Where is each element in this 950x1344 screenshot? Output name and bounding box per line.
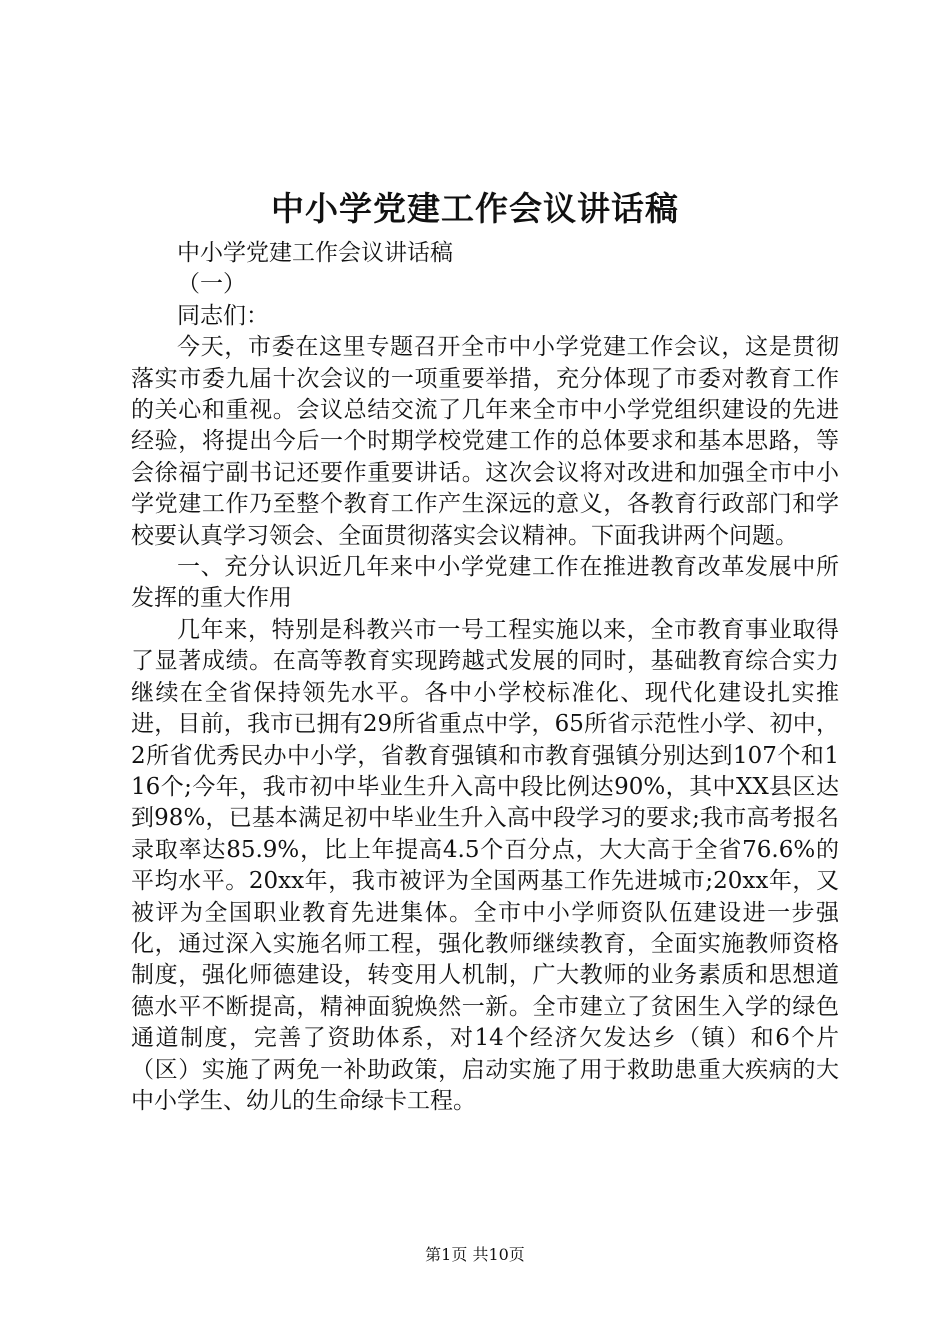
paragraph-intro: 今天，市委在这里专题召开全市中小学党建工作会议，这是贯彻落实市委九届十次会议的一项重要举措，充分体现了市委对教育工作的关心和重视。会议总结交流了几年来全市中小学党组织建设的先进经验，将提出今后一个时期学校党建工作的总体要求和基本思路，等会徐福宁副书记还要作重要讲话。这次会议将对改进和加强全市中小学党建工作乃至整个教育工作产生深远的意义，各教育行政部门和学校要认真学习领会、全面贯彻落实会议精神。下面我讲两个问题。 [131, 334, 839, 549]
section-number: （一） [177, 271, 246, 298]
salutation: 同志们： [177, 302, 269, 329]
document-subtitle: 中小学党建工作会议讲话稿 [177, 240, 453, 266]
section-heading: 一、充分认识近几年来中小学党建工作在推进教育改革发展中所发挥的重大作用 [131, 554, 839, 612]
document-body [131, 238, 839, 1117]
page-footer: 第1页 共10页 [425, 1245, 525, 1264]
paragraph-achievements: 几年来，特别是科教兴市一号工程实施以来，全市教育事业取得了显著成绩。在高等教育实现跨越式发展的同时，基础教育综合实力继续在全省保持领先水平。各中小学校标准化、现代化建设扎实推进，目前，我市已拥有29所省重点中学，65所省示范性小学、初中，2所省优秀民办中小学，省教育强镇和市教育强镇分别达到107个和116个;今年，我市初中毕业生升入高中段比例达90%，其中XX县区达到98%，已基本满足初中毕业生升入高中段学习的要求;我市高考报名录取率达85.9%，比上年提高4.5个百分点，大大高于全省76.6%的平均水平。20xx年，我市被评为全国两基工作先进城市;20xx年，又被评为全国职业教育先进集体。全市中小学师资队伍建设进一步强化，通过深入实施名师工程，强化教师继续教育，全面实施教师资格制度，强化师德建设，转变用人机制，广大教师的业务素质和思想道德水平不断提高，精神面貌焕然一新。全市建立了贫困生入学的绿色通道制度，完善了资助体系，对14个经济欠发达乡（镇）和6个片（区）实施了两免一补助政策，启动实施了用于救助患重大疾病的大中小学生、幼儿的生命绿卡工程。 [131, 616, 839, 1114]
document-title: 中小学党建工作会议讲话稿 [271, 189, 679, 228]
